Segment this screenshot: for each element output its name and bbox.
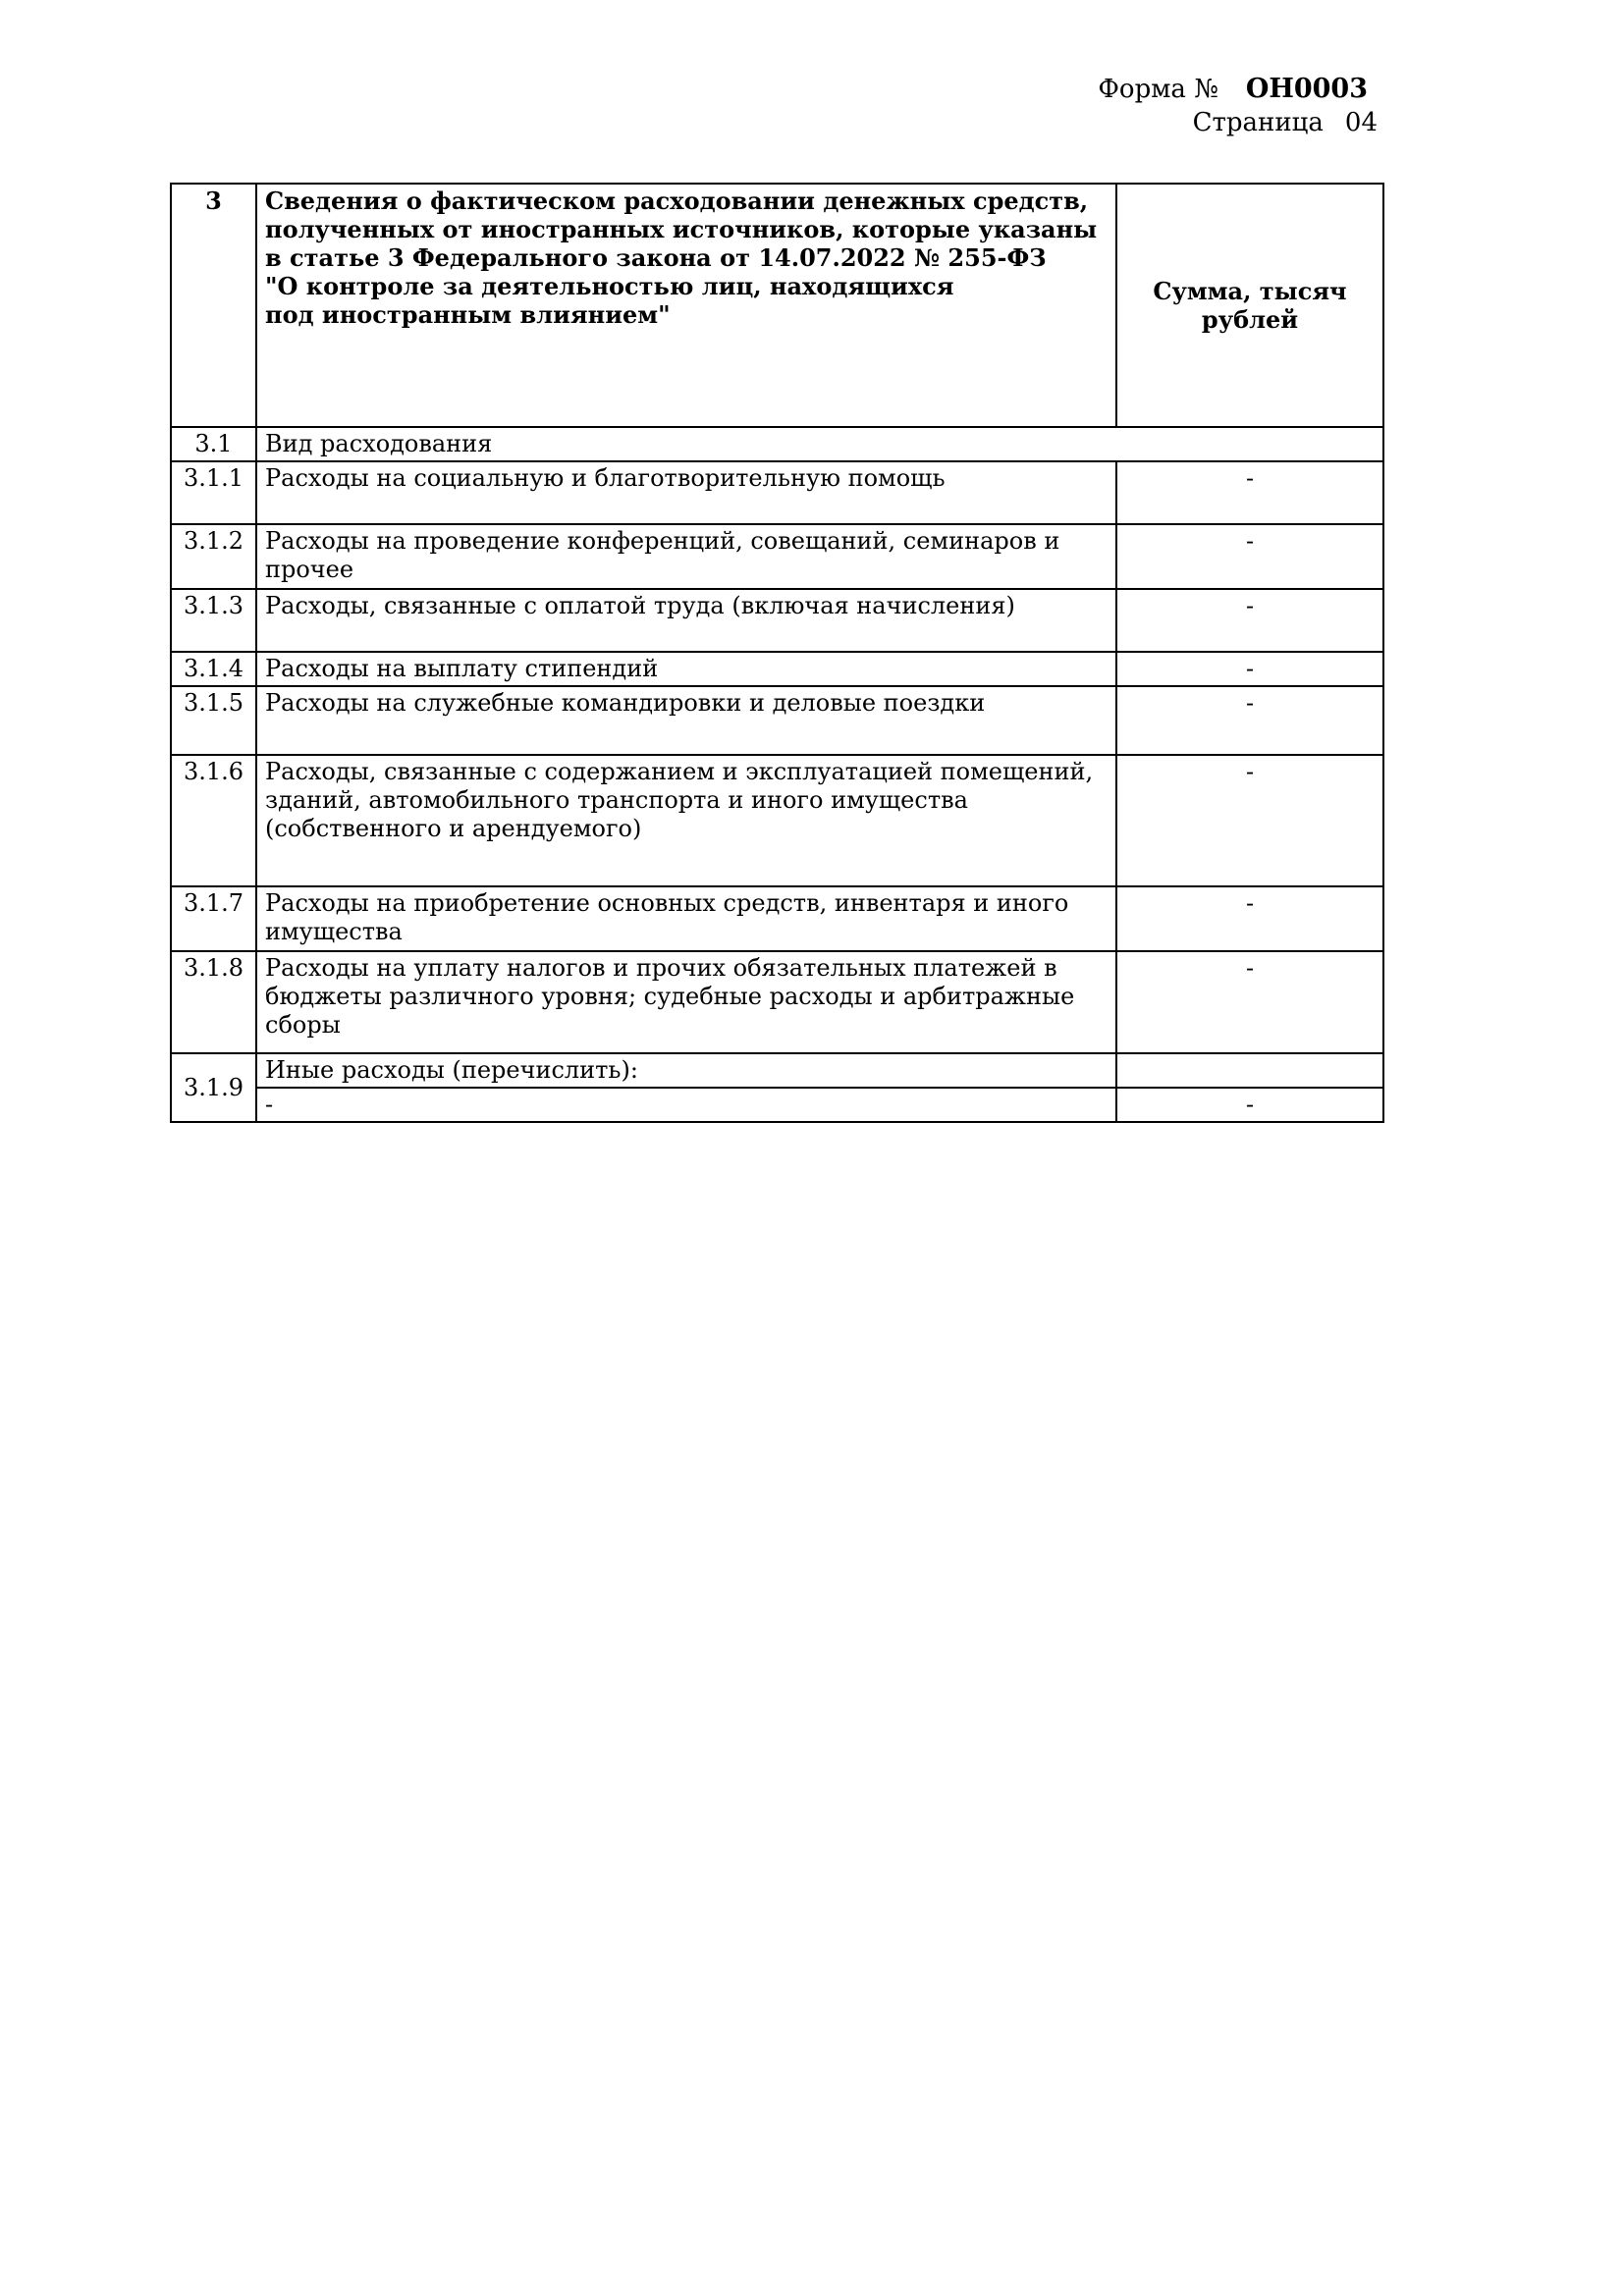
- table-row: [171, 524, 1383, 589]
- subsection-number: 3.1: [171, 427, 256, 461]
- row-description-line: Расходы, связанные с оплатой труда (включая начисления): [265, 592, 1015, 619]
- row-description-line: Расходы на приобретение основных средств, инвентаря и иного: [265, 889, 1069, 917]
- page-number-line: [1098, 106, 1378, 139]
- table-row: [171, 589, 1383, 652]
- row-number: 3.1.4: [171, 652, 256, 686]
- other-expenses-title: Иные расходы (перечислить):: [256, 1053, 1116, 1088]
- section-title-line: под иностранным влиянием": [265, 300, 671, 329]
- row-number: 3.1.2: [171, 524, 256, 589]
- row-description: [256, 755, 1116, 886]
- table-row: [171, 686, 1383, 755]
- row-number: 3.1.1: [171, 461, 256, 524]
- row-description-line: прочее: [265, 556, 354, 583]
- row-number: 3.1.5: [171, 686, 256, 755]
- row-description: [256, 686, 1116, 755]
- row-description-line: Расходы на социальную и благотворительную помощь: [265, 464, 946, 492]
- other-expenses-number: 3.1.9: [171, 1053, 256, 1122]
- table-row: [171, 652, 1383, 686]
- row-number: 3.1.3: [171, 589, 256, 652]
- row-number: 3.1.8: [171, 951, 256, 1053]
- row-description-line: бюджеты различного уровня; судебные расходы и арбитражные: [265, 983, 1075, 1010]
- row-description-line: сборы: [265, 1011, 341, 1039]
- section-title-line: "О контроле за деятельностью лиц, находящихся: [265, 272, 954, 300]
- row-value: -: [1116, 589, 1383, 652]
- table-row: [171, 461, 1383, 524]
- row-value: -: [1116, 686, 1383, 755]
- subsection-title: Вид расходования: [256, 427, 1383, 461]
- form-code: ОН0003: [1245, 74, 1368, 104]
- expenditure-table: [170, 183, 1384, 1123]
- section-title-line: полученных от иностранных источников, которые указаны: [265, 215, 1098, 243]
- section-number: 3: [171, 184, 256, 427]
- form-number-line: [1098, 73, 1378, 106]
- row-description-line: имущества: [265, 918, 403, 945]
- row-description-line: Расходы, связанные с содержанием и эксплуатацией помещений,: [265, 758, 1094, 785]
- other-expenses-item: -: [256, 1088, 1116, 1122]
- row-description-line: Расходы на проведение конференций, совещаний, семинаров и: [265, 527, 1060, 555]
- page-label: Страница: [1192, 108, 1324, 137]
- form-header: [1098, 73, 1378, 139]
- row-description-line: Расходы на уплату налогов и прочих обязательных платежей в: [265, 954, 1057, 982]
- row-description: [256, 589, 1116, 652]
- row-description: [256, 951, 1116, 1053]
- row-value: -: [1116, 951, 1383, 1053]
- row-description: [256, 524, 1116, 589]
- section-title: [256, 184, 1116, 427]
- row-description-line: зданий, автомобильного транспорта и иного имущества: [265, 786, 968, 814]
- section-title-line: в статье 3 Федерального закона от 14.07.2022 № 255-ФЗ: [265, 243, 1047, 272]
- row-description-line: (собственного и арендуемого): [265, 815, 642, 842]
- sum-header-line: Сумма, тысяч: [1153, 277, 1347, 305]
- row-value: -: [1116, 886, 1383, 951]
- row-description: [256, 652, 1116, 686]
- row-description: [256, 886, 1116, 951]
- page-number: 04: [1344, 108, 1378, 137]
- sum-header-line: рублей: [1201, 305, 1299, 334]
- section-title-line: Сведения о фактическом расходовании денежных средств,: [265, 187, 1089, 215]
- other-expenses-item-value: -: [1116, 1088, 1383, 1122]
- table-row: [171, 886, 1383, 951]
- form-label: Форма №: [1098, 75, 1218, 104]
- row-description-line: Расходы на выплату стипендий: [265, 655, 659, 682]
- other-expenses-row: [171, 1053, 1383, 1088]
- row-number: 3.1.6: [171, 755, 256, 886]
- row-number: 3.1.7: [171, 886, 256, 951]
- other-expenses-item-row: [171, 1088, 1383, 1122]
- row-value: -: [1116, 524, 1383, 589]
- row-description-line: Расходы на служебные командировки и деловые поездки: [265, 689, 986, 717]
- row-value: -: [1116, 755, 1383, 886]
- table-row: [171, 755, 1383, 886]
- table-row: [171, 951, 1383, 1053]
- other-expenses-sum-empty: [1116, 1053, 1383, 1088]
- row-value: -: [1116, 461, 1383, 524]
- row-description: [256, 461, 1116, 524]
- sum-column-header: [1116, 184, 1383, 427]
- section-header-row: [171, 184, 1383, 427]
- row-value: -: [1116, 652, 1383, 686]
- subsection-row: [171, 427, 1383, 461]
